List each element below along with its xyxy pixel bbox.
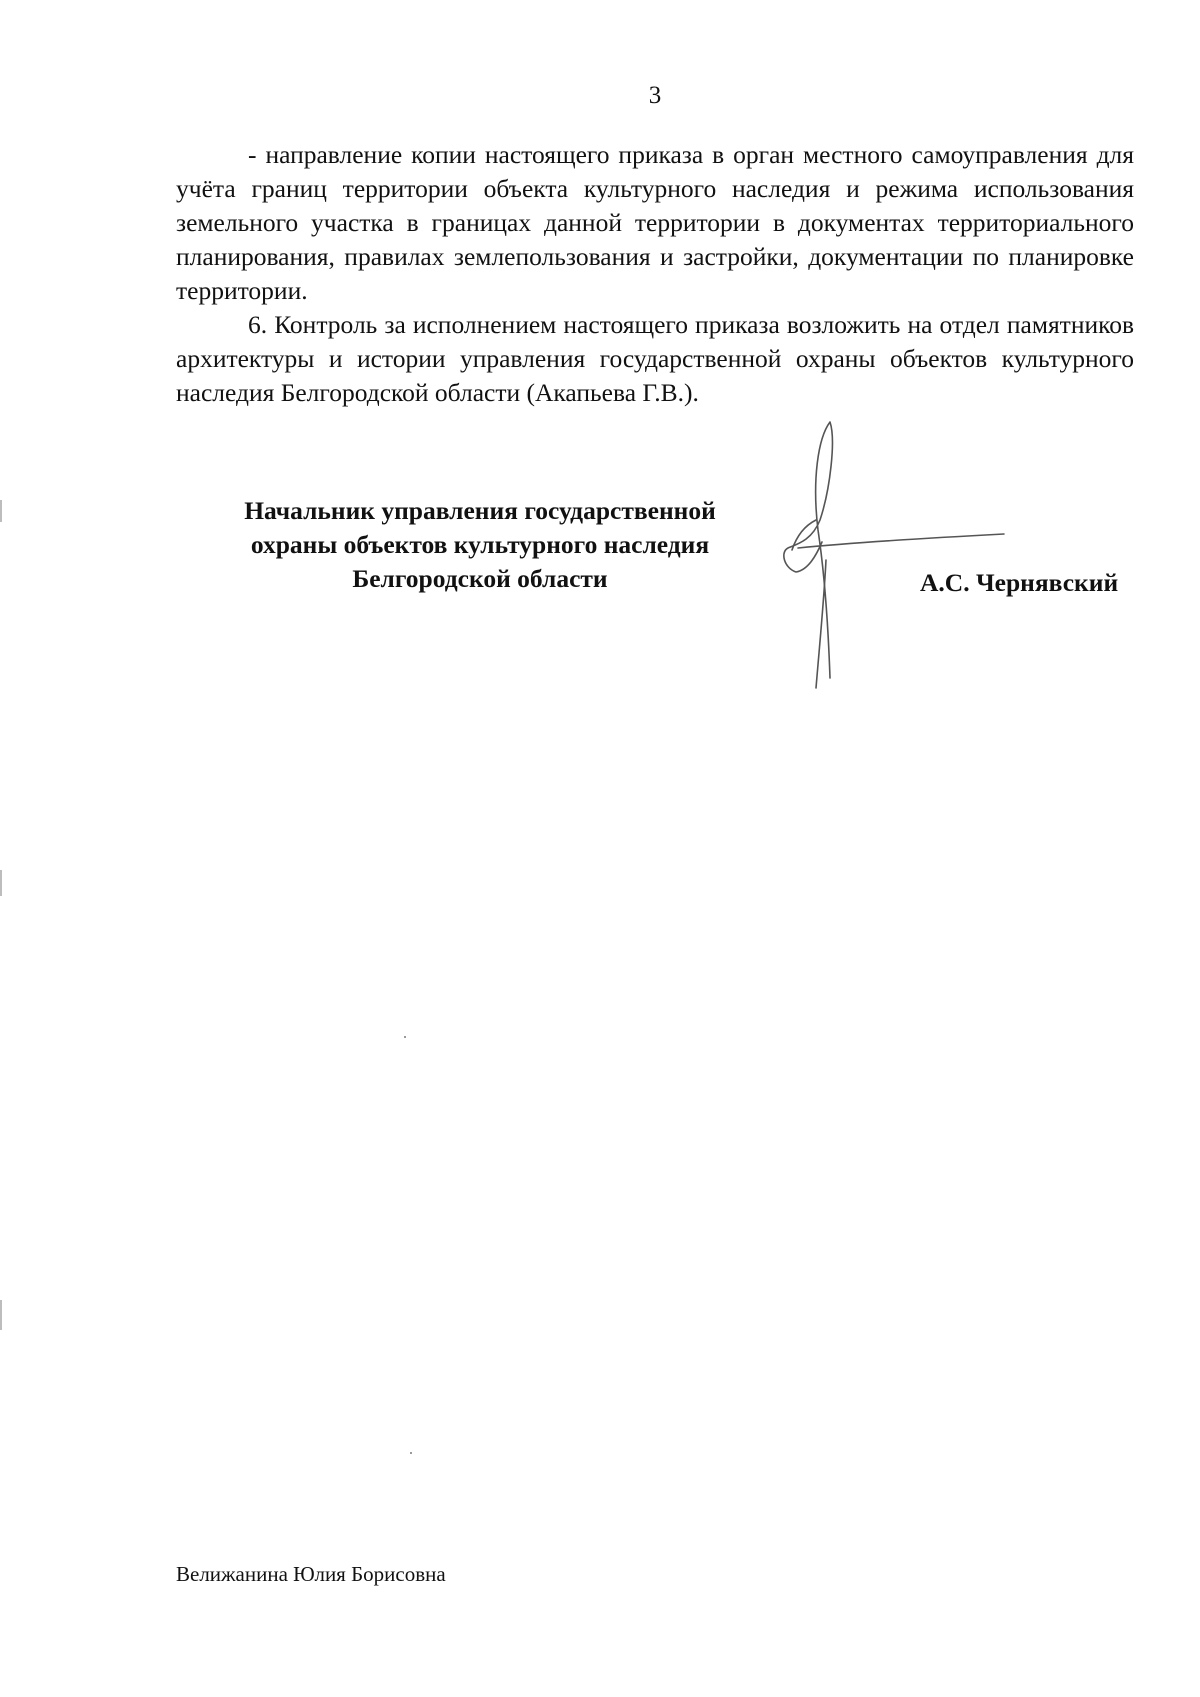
body-text (176, 138, 1134, 410)
paragraph-copy-direction: - направление копии настоящего приказа в орган местного самоуправления для учёта границ территории объекта культурного наследия и режима использования земельного участка в границах данной территории в документах территориального планирования, правилах землепользования и застройки, документации по планировке территории. (176, 140, 1134, 305)
signer-name: А.С. Чернявский (920, 568, 1119, 597)
scan-edge-mark (0, 1300, 2, 1330)
signer-title-line: Белгородской области (352, 564, 608, 593)
page-number: 3 (648, 82, 662, 109)
signer-title-line: Начальник управления государственной (244, 496, 716, 525)
signer-title-line: охраны объектов культурного наследия (250, 530, 710, 559)
executor-name: Велижанина Юлия Борисовна (176, 1562, 446, 1586)
scan-edge-mark (0, 500, 2, 522)
handwritten-signature (768, 420, 1028, 690)
scan-speck (410, 1452, 412, 1454)
scan-speck (404, 1036, 406, 1038)
paragraph-control: 6. Контроль за исполнением настоящего приказа возложить на отдел памятников архитектуры и истории управления государственной охраны объектов культурного наследия Белгородской области (Акапьева Г.В.). (176, 310, 1134, 407)
scan-edge-mark (0, 870, 2, 896)
signer-title (190, 494, 770, 596)
